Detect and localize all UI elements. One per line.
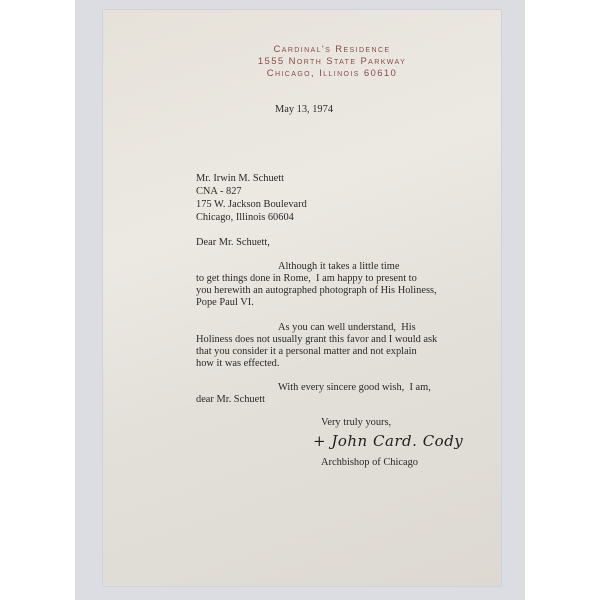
letter-date: May 13, 1974 [275, 104, 334, 115]
letterhead-street: 1555 North State Parkway [257, 56, 407, 67]
recipient-street: 175 W. Jackson Boulevard [196, 199, 307, 210]
recipient-city: Chicago, Illinois 60604 [196, 212, 294, 223]
body-p2-line1: As you can well understand, His [278, 322, 416, 333]
body-p1-line1: Although it takes a little time [278, 261, 400, 272]
body-p1-line4: Pope Paul VI. [196, 297, 254, 308]
letter-page [103, 10, 501, 586]
letterhead-city: Chicago, Illinois 60610 [266, 68, 398, 79]
body-p1-line2: to get things done in Rome, I am happy to present to [196, 273, 417, 284]
body-p2-line2: Holiness does not usually grant this favor and I would ask [196, 334, 438, 345]
letterhead-title: Cardinal's Residence [273, 44, 391, 55]
closing: Very truly yours, [321, 417, 392, 428]
signature: + John Card. Cody [313, 432, 464, 450]
salutation: Dear Mr. Schuett, [196, 237, 270, 248]
recipient-name: Mr. Irwin M. Schuett [196, 173, 285, 184]
letterhead [103, 44, 501, 80]
body-p2-line3: that you consider it a personal matter and not explain [196, 346, 417, 357]
signer-title: Archbishop of Chicago [321, 457, 418, 468]
body-p3-line2: dear Mr. Schuett [196, 394, 265, 405]
body-p1-line3: you herewith an autographed photograph of His Holiness, [196, 285, 437, 296]
recipient-line2: CNA - 827 [196, 186, 242, 197]
body-p3-line1: With every sincere good wish, I am, [278, 382, 431, 393]
body-p2-line4: how it was effected. [196, 358, 280, 369]
